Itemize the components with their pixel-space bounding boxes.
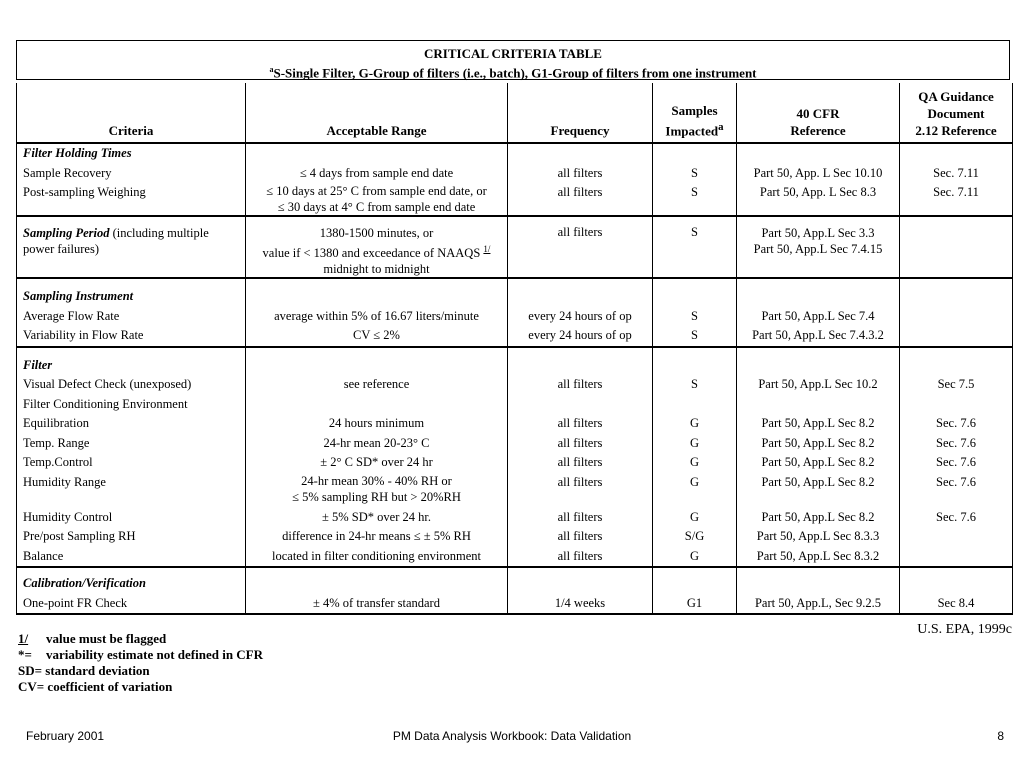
footer-date: February 2001 bbox=[26, 729, 105, 743]
table-row: Equilibration 24 hours minimum all filters G Part 50, App.L Sec 8.2 Sec. 7.6 bbox=[17, 414, 1013, 434]
table-row: Sampling Period (including multiple power failures) 1380-1500 minutes, or value if < 1380 and exceedance of NAAQS $^{1/}$ midnight to midnight all filters S Part 50, App.L Sec 3.3 Part 50, App.L Sec 7.4.15 bbox=[17, 216, 1013, 278]
table-subtitle: $^a$S-Single Filter, G-Group of filters (i.e., batch), G1-Group of filters from one instrument bbox=[269, 65, 757, 81]
footer-title: PM Data Analysis Workbook: Data Validation bbox=[392, 729, 632, 743]
column-header-frequency: Frequency bbox=[508, 83, 653, 143]
column-header-cfr-reference: 40 CFR Reference bbox=[737, 83, 900, 143]
critical-criteria-table bbox=[16, 83, 1013, 615]
footnote: *= variability estimate not defined in CFR bbox=[18, 647, 264, 662]
section-sampling-period bbox=[17, 216, 1013, 278]
footnotes bbox=[18, 631, 263, 695]
table-row: Variability in Flow Rate CV ≤ 2% every 24 hours of op S Part 50, App.L Sec 7.4.3.2 bbox=[17, 326, 1013, 347]
section-header: Sampling Instrument bbox=[17, 278, 246, 307]
table-row: Visual Defect Check (unexposed) see reference all filters S Part 50, App.L Sec 10.2 Sec 7.5 bbox=[17, 375, 1013, 395]
section-filter bbox=[17, 347, 1013, 568]
section-header: Sampling Period bbox=[23, 226, 110, 240]
table-row bbox=[17, 347, 1013, 376]
table-header-row bbox=[17, 83, 1013, 143]
table-row: Humidity Range 24-hr mean 30% - 40% RH or ≤ 5% sampling RH but > 20%RH all filters G Part 50, App.L Sec 8.2 Sec. 7.6 bbox=[17, 473, 1013, 508]
column-header-samples-impacted: Samples Impacted$^a$ bbox=[653, 83, 737, 143]
section-filter-holding-times bbox=[17, 143, 1013, 216]
section-header: Filter bbox=[17, 347, 246, 376]
section-sampling-instrument bbox=[17, 278, 1013, 347]
table-row: Pre/post Sampling RH difference in 24-hr means ≤ ± 5% RH all filters S/G Part 50, App.L Sec 8.3.3 bbox=[17, 527, 1013, 547]
table-row: Filter Conditioning Environment bbox=[17, 395, 1013, 415]
slide-footer bbox=[0, 729, 1024, 749]
table-title: CRITICAL CRITERIA TABLE bbox=[424, 46, 602, 61]
footnote: 1/ value must be flagged bbox=[18, 631, 167, 646]
table-row: Humidity Control ± 5% SD* over 24 hr. all filters G Part 50, App.L Sec 8.2 Sec. 7.6 bbox=[17, 508, 1013, 528]
table-row: One-point FR Check ± 4% of transfer standard 1/4 weeks G1 Part 50, App.L, Sec 9.2.5 Sec 8.4 bbox=[17, 594, 1013, 615]
page-number: 8 bbox=[997, 729, 1004, 743]
table-row: Average Flow Rate average within 5% of 16.67 liters/minute every 24 hours of op S Part 50, App.L Sec 7.4 bbox=[17, 307, 1013, 327]
footnote: CV= coefficient of variation bbox=[18, 679, 173, 694]
section-header: Filter Holding Times bbox=[17, 143, 246, 164]
table-row: Temp. Range 24-hr mean 20-23° C all filters G Part 50, App.L Sec 8.2 Sec. 7.6 bbox=[17, 434, 1013, 454]
column-header-criteria: Criteria bbox=[17, 83, 246, 143]
footnote: SD= standard deviation bbox=[18, 663, 150, 678]
table-title-block bbox=[16, 40, 1010, 80]
section-calibration-verification bbox=[17, 567, 1013, 614]
table-row bbox=[17, 567, 1013, 594]
table-row bbox=[17, 278, 1013, 307]
column-header-qa-guidance: QA Guidance Document 2.12 Reference bbox=[900, 83, 1013, 143]
table-row: Balance located in filter conditioning environment all filters G Part 50, App.L Sec 8.3.2 bbox=[17, 547, 1013, 568]
table-row: Sample Recovery ≤ 4 days from sample end date all filters S Part 50, App. L Sec 10.10 Sec. 7.11 bbox=[17, 164, 1013, 184]
table-row: Temp.Control ± 2° C SD* over 24 hr all filters G Part 50, App.L Sec 8.2 Sec. 7.6 bbox=[17, 453, 1013, 473]
source-citation: U.S. EPA, 1999c bbox=[917, 622, 1012, 637]
section-header: Calibration/Verification bbox=[17, 567, 246, 594]
table-row bbox=[17, 143, 1013, 164]
column-header-acceptable-range: Acceptable Range bbox=[246, 83, 508, 143]
table-row: Post-sampling Weighing ≤ 10 days at 25° C from sample end date, or ≤ 30 days at 4° C from sample end date all filters S Part 50, App. L Sec 8.3 Sec. 7.11 bbox=[17, 183, 1013, 216]
